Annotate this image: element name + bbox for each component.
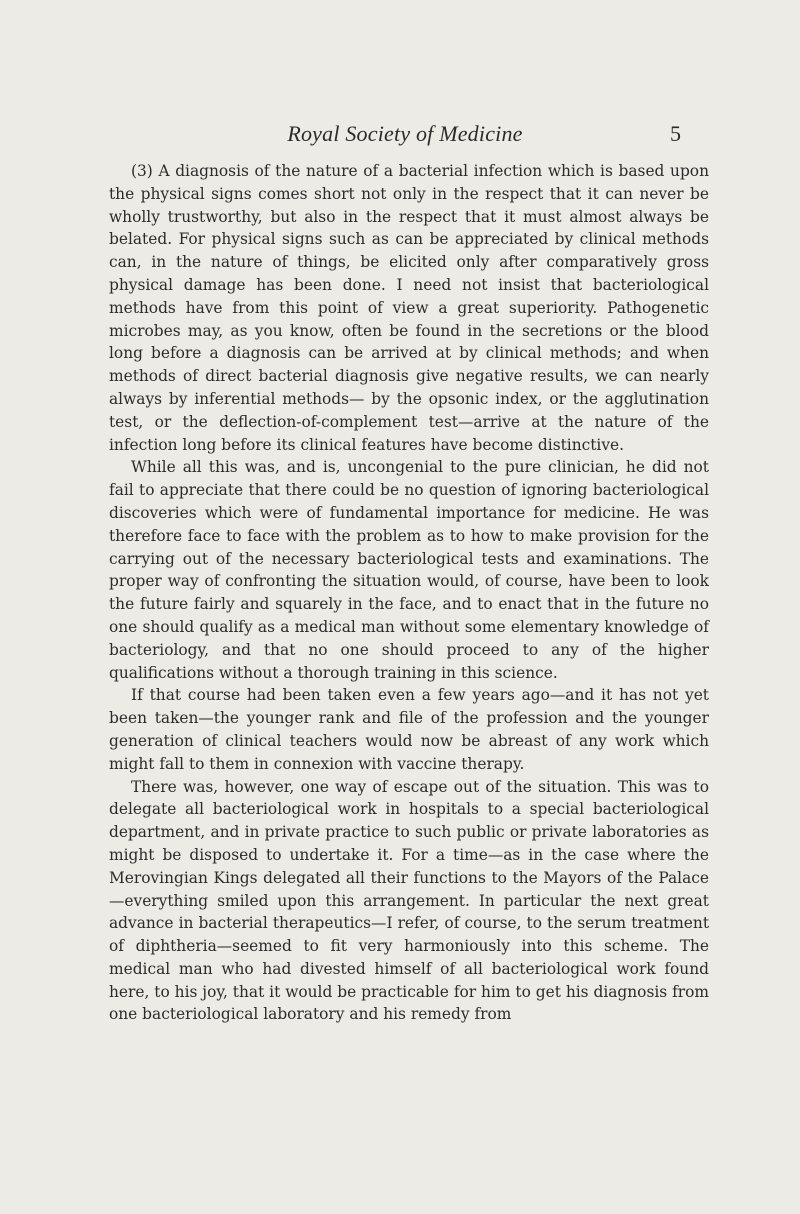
body-text xyxy=(109,160,709,1026)
running-head xyxy=(0,121,800,151)
paragraph: While all this was, and is, uncongenial to the pure clinician, he did not fail to appreciate that there could be no question of ignoring bacteriological discoveries which were of fundamental importance for medicine. He was therefore face to face with the problem as to how to make provision for the carrying out of the necessary bacteriological tests and examinations. The proper way of confronting the situation would, of course, have been to look the future fairly and squarely in the face, and to enact that in the future no one should qualify as a medical man without some elementary knowledge of bacteriology, and that no one should proceed to any of the higher qualifications without a thorough training in this science. xyxy=(109,458,709,682)
paragraph: There was, however, one way of escape out of the situation. This was to delegate all bacteriological work in hospitals to a special bacteriological department, and in private practice to such public or private laboratories as might be disposed to undertake it. For a time—as in the case where the Merovingian Kings delegated all their functions to the Mayors of the Palace—everything smiled upon this arrangement. In particular the next great advance in bacterial therapeutics—I refer, of course, to the serum treatment of diphtheria—seemed to fit very harmoniously into this scheme. The medical man who had divested himself of all bacteriological work found here, to his joy, that it would be practicable for him to get his diagnosis from one bacteriological laboratory and his remedy from xyxy=(109,777,709,1024)
paragraph: If that course had been taken even a few years ago—and it has not yet been taken—the younger rank and file of the profession and the younger generation of clinical teachers would now be abreast of any work which might fall to them in connexion with vaccine therapy. xyxy=(109,686,709,773)
paragraph: (3) A diagnosis of the nature of a bacterial infection which is based upon the physical signs comes short not only in the respect that it can never be wholly trustworthy, but also in the respect that it must almost always be belated. For physical signs such as can be appreciated by clinical methods can, in the nature of things, be elicited only after comparatively gross physical damage has been done. I need not insist that bacteriological methods have from this point of view a great superiority. Pathogenetic microbes may, as you know, often be found in the secretions or the blood long before a diagnosis can be arrived at by clinical methods; and when methods of direct bacterial diagnosis give negative results, we can nearly always by inferential methods— by the opsonic index, or the agglutination test, or the deflection-of-complement test—arrive at the nature of the infection long before its clinical features have become distinctive. xyxy=(109,162,709,454)
running-title: Royal Society of Medicine xyxy=(287,121,523,146)
page-number: 5 xyxy=(670,121,681,146)
